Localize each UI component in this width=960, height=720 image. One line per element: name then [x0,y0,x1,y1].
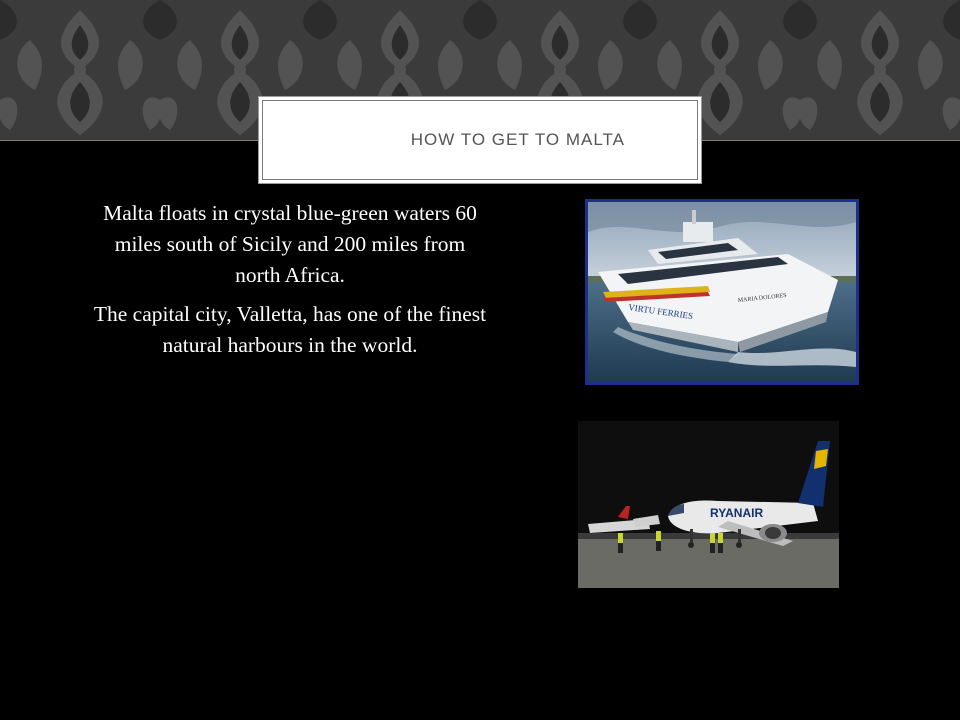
title-box [262,100,698,180]
svg-text:RYANAIR: RYANAIR [710,506,764,520]
paragraph-capital: The capital city, Valletta, has one of the finest natural harbours in the world. [93,302,487,357]
ferry-photo [585,199,859,385]
svg-text:MARIA DOLORES: MARIA DOLORES [737,292,787,304]
airplane-photo [578,421,839,588]
body-text [92,198,488,369]
page-title: HOW TO GET TO MALTA [410,130,625,149]
paragraph-location: Malta floats in crystal blue-green waters 60 miles south of Sicily and 200 miles from north Africa. [103,201,477,287]
svg-text:VIRTU FERRIES: VIRTU FERRIES [627,302,694,322]
